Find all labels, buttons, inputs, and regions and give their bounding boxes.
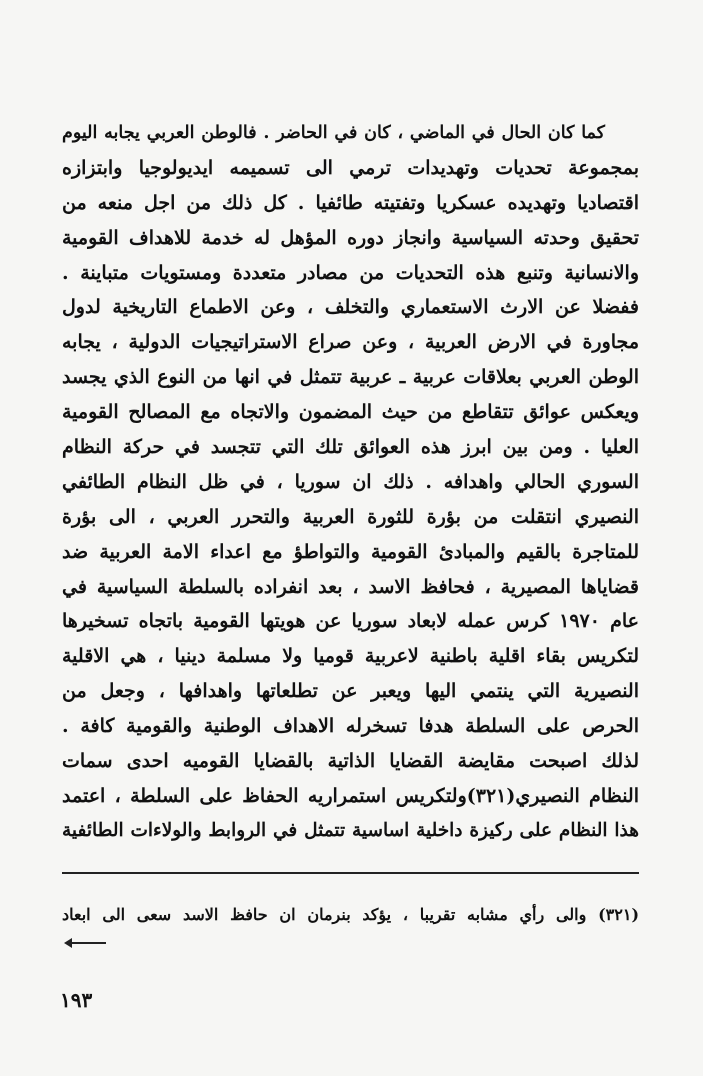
- text-line: هذا النظام على ركيزة داخلية اساسية تتمثل في الروابط والولاءات الطائفية: [62, 819, 639, 841]
- text-line: عام ١٩٧٠ كرس عمله لابعاد سوريا عن هويتها القومية باتجاه تسخيرها: [62, 610, 639, 633]
- continuation-arrow-icon: [64, 936, 108, 950]
- text-line: قضاياها المصيرية ، فحافظ الاسد ، بعد انفراده بالسلطة السياسية في: [62, 575, 639, 598]
- footnote-divider: [62, 872, 639, 874]
- footnote: (٣٢١) والى رأي مشابه تقريبا ، يؤكد بنرمان ان حافظ الاسد سعى الى ابعاد: [62, 905, 639, 924]
- text-line: النظام النصيري(٣٢١)ولتكريس استمراريه الحفاظ على السلطة ، اعتمد: [62, 784, 639, 807]
- text-line: كما كان الحال في الماضي ، كان في الحاضر . فالوطن العربي يجابه اليوم: [62, 123, 605, 143]
- text-line: تحقيق وحدته السياسية وانجاز دوره المؤهل له خدمة للاهداف القومية: [62, 226, 639, 249]
- text-line: السوري الحالي واهدافه . ذلك ان سوريا ، في ظل النظام الطائفي: [62, 470, 639, 493]
- text-line: ففضلا عن الارث الاستعماري والتخلف ، وعن الاطماع التاريخية لدول: [62, 296, 639, 319]
- text-line: بمجموعة تحديات وتهديدات ترمي الى تسميمه ايديولوجيا وابتزازه: [62, 156, 639, 179]
- text-line: العليا . ومن بين ابرز هذه العوائق تلك التي تتجسد في حركة النظام: [62, 436, 639, 459]
- text-line: والانسانية وتنبع هذه التحديات من مصادر متعددة ومستويات متباينة .: [62, 261, 639, 284]
- text-line: اقتصاديا وتهديده عسكريا وتفتيته طائفيا . كل ذلك من اجل منعه من: [62, 191, 639, 214]
- text-line: لتكريس بقاء اقلية باطنية لاعربية قوميا ولا مسلمة دينيا ، هي الاقلية: [62, 645, 639, 668]
- text-line: النصيرية التي ينتمي اليها ويعبر عن تطلعاتها واهدافها ، وجعل من: [62, 680, 639, 703]
- text-line: النصيري انتقلت من بؤرة للثورة العربية والتحرر العربي ، الى بؤرة: [62, 505, 639, 528]
- text-line: الحرص على السلطة هدفا تسخرله الاهداف الوطنية والقومية كافة .: [62, 715, 639, 738]
- text-line: مجاورة في الارض العربية ، وعن صراع الاستراتيجيات الدولية ، يجابه: [62, 331, 639, 354]
- page-number: ١٩٣: [60, 988, 93, 1012]
- text-line: ويعكس عوائق تتقاطع من حيث المضمون والاتجاه مع المصالح القومية: [62, 401, 639, 424]
- text-line: لذلك اصبحت مقايضة القضايا الذاتية بالقضايا القوميه احدى سمات: [62, 750, 639, 773]
- text-line: الوطن العربي بعلاقات عربية ـ عربية تتمثل في انها من النوع الذي يجسد: [62, 366, 639, 389]
- text-line: للمتاجرة بالقيم والمبادئ القومية والتواطؤ مع اعداء الامة العربية ضد: [62, 540, 639, 563]
- main-text-block: [62, 116, 639, 849]
